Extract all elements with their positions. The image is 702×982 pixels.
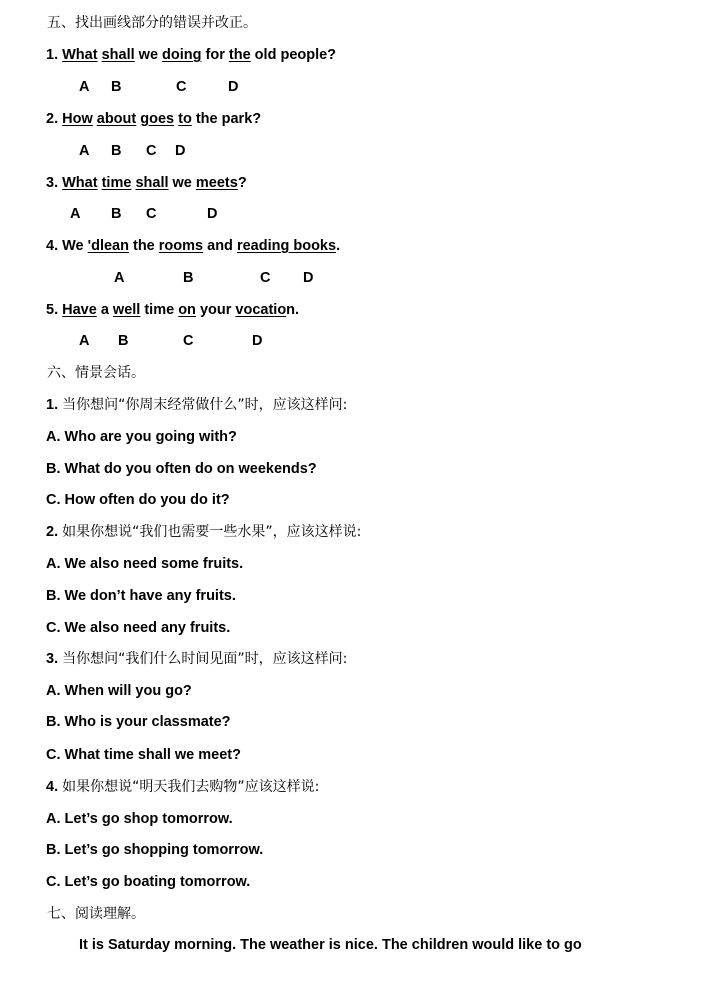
question-5-5 (46, 301, 299, 319)
q-seg-underlined: 'dlean (87, 238, 129, 254)
q-seg-underlined: doing (162, 47, 202, 63)
question-5-2 (46, 110, 261, 128)
option-a: A (114, 270, 125, 286)
q-seg-underlined: goes (140, 111, 175, 127)
choice-c: C. We also need any fruits. (46, 620, 231, 636)
q-seg: a (96, 302, 113, 318)
choice-c: C. Let’s go boating tomorrow. (46, 874, 251, 890)
option-c: C (260, 270, 271, 286)
q-seg: 4. We (46, 238, 88, 254)
q-seg: the park? (191, 111, 262, 127)
section-5-heading: 五、找出画线部分的错误并改正。 (47, 15, 257, 31)
q-seg-underlined: time (101, 175, 132, 191)
q-seg: n. (286, 302, 300, 318)
dialog-prompt: 如果你想说“明天我们去购物”应该这样说: (62, 779, 320, 795)
question-5-1 (46, 46, 336, 64)
option-a: A (70, 206, 81, 222)
dialog-number: 4. (46, 779, 59, 795)
q-seg: and (203, 238, 237, 254)
q-seg-underlined: about (96, 111, 137, 127)
dialog-number: 1. (46, 397, 59, 413)
q-seg-underlined: vocatio (235, 302, 287, 318)
option-d: D (252, 333, 263, 349)
option-b: B (118, 333, 129, 349)
q-seg-underlined: shall (135, 175, 169, 191)
option-c: C (176, 79, 187, 95)
option-d: D (228, 79, 239, 95)
choice-a: A. Let’s go shop tomorrow. (46, 811, 233, 827)
q-seg: we (134, 47, 163, 63)
q-seg-underlined: the (228, 47, 251, 63)
choice-a: A. We also need some fruits. (46, 556, 244, 572)
q-seg: your (195, 302, 236, 318)
q-seg-underlined: meets (195, 175, 238, 191)
q-seg: old people? (250, 47, 337, 63)
dialog-number: 3. (46, 651, 59, 667)
choice-c: C. What time shall we meet? (46, 747, 241, 763)
q-seg-underlined: on (178, 302, 196, 318)
q-seg-underlined: How (62, 111, 93, 127)
q-seg: 3. (46, 175, 63, 191)
choice-c: C. How often do you do it? (46, 492, 230, 508)
reading-passage-line: It is Saturday morning. The weather is nice. The children would like to go (79, 937, 582, 953)
q-seg-underlined: rooms (158, 238, 204, 254)
dialog-question-4 (46, 778, 319, 796)
option-d: D (207, 206, 218, 222)
option-c: C (146, 206, 157, 222)
q-seg: . (336, 238, 341, 254)
q-seg-underlined: shall (101, 47, 135, 63)
q-seg: for (201, 47, 229, 63)
q-seg-underlined: reading books (236, 238, 337, 254)
option-d: D (303, 270, 314, 286)
dialog-prompt: 当你想问“我们什么时间见面”时，应该这样问: (62, 651, 348, 667)
q-seg: time (140, 302, 179, 318)
option-a: A (79, 143, 90, 159)
q-seg: 2. (46, 111, 63, 127)
q-seg-underlined: What (62, 175, 98, 191)
dialog-prompt: 当你想问“你周末经常做什么”时，应该这样问: (62, 397, 348, 413)
dialog-question-1 (46, 396, 347, 414)
q-seg-underlined: to (178, 111, 192, 127)
q-seg-underlined: well (112, 302, 141, 318)
option-b: B (111, 79, 122, 95)
question-5-4 (46, 237, 340, 255)
dialog-number: 2. (46, 524, 59, 540)
q-seg: we (168, 175, 196, 191)
dialog-question-3 (46, 650, 347, 668)
section-7-heading: 七、阅读理解。 (47, 906, 145, 922)
q-seg: 1. (46, 47, 63, 63)
choice-b: B. Let’s go shopping tomorrow. (46, 842, 264, 858)
section-6-heading: 六、情景会话。 (47, 365, 145, 381)
option-b: B (183, 270, 194, 286)
choice-a: A. When will you go? (46, 683, 192, 699)
choice-b: B. Who is your classmate? (46, 714, 231, 730)
q-seg: 5. (46, 302, 63, 318)
choice-b: B. What do you often do on weekends? (46, 461, 317, 477)
option-c: C (183, 333, 194, 349)
option-a: A (79, 79, 90, 95)
dialog-prompt: 如果你想说“我们也需要一些水果”，应该这样说: (62, 524, 362, 540)
q-seg-underlined: What (62, 47, 98, 63)
option-b: B (111, 206, 122, 222)
question-5-3 (46, 174, 247, 192)
choice-b: B. We don’t have any fruits. (46, 588, 236, 604)
option-d: D (175, 143, 186, 159)
q-seg: the (128, 238, 159, 254)
option-b: B (111, 143, 122, 159)
option-c: C (146, 143, 157, 159)
q-seg-underlined: Have (62, 302, 97, 318)
choice-a: A. Who are you going with? (46, 429, 237, 445)
option-a: A (79, 333, 90, 349)
dialog-question-2 (46, 523, 361, 541)
q-seg: ? (237, 175, 247, 191)
